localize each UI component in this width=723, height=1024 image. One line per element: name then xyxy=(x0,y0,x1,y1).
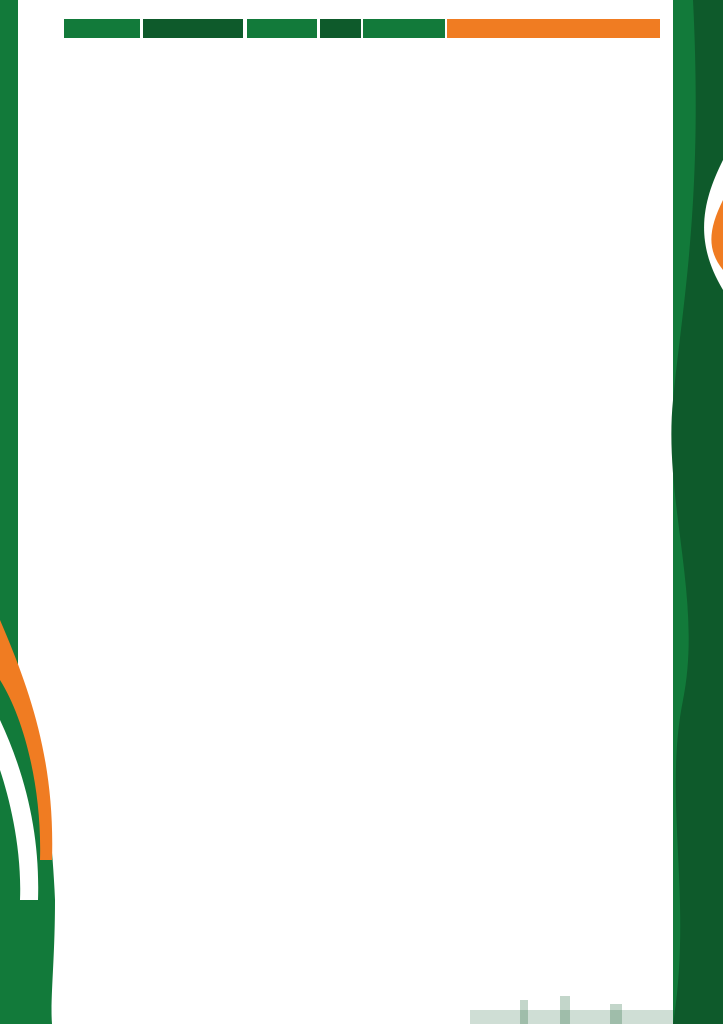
header-amount xyxy=(247,19,317,38)
decorative-wave-right xyxy=(663,0,723,1024)
decorative-wave-left xyxy=(0,0,60,1024)
header-description xyxy=(143,19,243,38)
header-mda xyxy=(64,19,140,38)
table-header xyxy=(64,19,660,38)
awards-table xyxy=(64,19,660,38)
header-comments xyxy=(447,19,660,38)
header-vendor xyxy=(363,19,445,38)
header-date xyxy=(320,19,361,38)
decorative-bottom-skyline xyxy=(0,990,723,1024)
